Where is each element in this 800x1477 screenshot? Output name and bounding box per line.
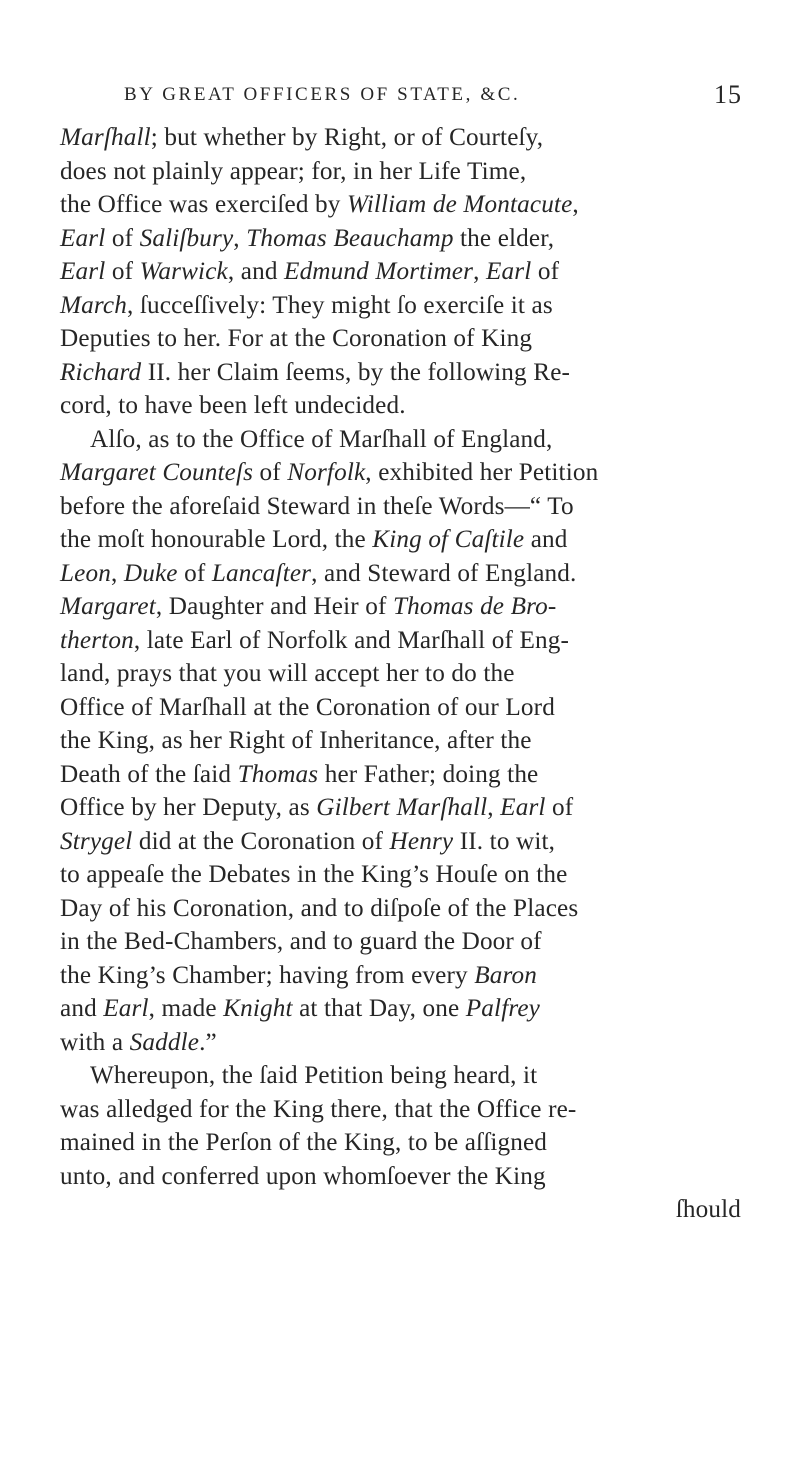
text-segment: Deputies to her. For at the Coronation of King [60, 325, 533, 352]
text-line [60, 590, 750, 624]
text-segment: did at the Coronation of [132, 827, 390, 855]
italic-text: Margaret [60, 593, 156, 620]
text-segment: the moſt honourable Lord, the [60, 526, 373, 553]
italic-text: Warwick [139, 258, 228, 285]
text-segment: , Daughter and Heir of [155, 593, 393, 620]
text-segment: of [105, 258, 140, 285]
text-line [60, 825, 750, 859]
italic-text: Thomas de Bro- [392, 593, 557, 620]
text-segment: , [572, 191, 579, 218]
text-segment: , [487, 794, 501, 821]
text-line [60, 758, 750, 792]
italic-text: Earl [60, 258, 106, 285]
italic-text: Lancaſter [211, 559, 312, 587]
text-line [60, 490, 750, 524]
text-line [60, 657, 750, 691]
text-segment: the elder, [453, 224, 555, 252]
italic-text: Gilbert Marſhall [316, 794, 488, 821]
italic-text: Earl [485, 258, 532, 285]
italic-text: Edmund Mortimer [284, 258, 474, 285]
page-number: 15 [714, 80, 742, 109]
text-segment: does not plainly appear; for, in her Life Time, [60, 157, 527, 185]
text-line [60, 423, 750, 457]
text-segment: before the aforeſaid Steward in theſe Words—“ To [60, 492, 574, 520]
catchword: ſhould [675, 1196, 741, 1223]
text-line [60, 1126, 750, 1160]
italic-text: Norfolk [287, 459, 366, 486]
text-segment: , exhibited her Petition [365, 459, 599, 486]
text-line [60, 1093, 750, 1127]
text-segment: to appeaſe the Debates in the King’s Houſe on the [60, 861, 568, 888]
text-segment: with a [60, 1028, 130, 1056]
text-line [60, 791, 750, 825]
italic-text: Leon [60, 559, 111, 587]
text-segment: II. her Claim ſeems, by the following Re- [141, 358, 571, 386]
italic-text: Thomas Beauchamp [246, 224, 454, 252]
body-text [60, 121, 750, 1227]
italic-text: Strygel [60, 827, 133, 855]
text-line [60, 289, 750, 323]
italic-text: Earl [500, 794, 546, 821]
text-line [60, 121, 750, 155]
text-segment: II. to wit, [453, 827, 556, 855]
text-segment: and [524, 526, 568, 553]
text-line [60, 1026, 750, 1060]
italic-text: Knight [223, 995, 293, 1022]
text-segment: .” [199, 1028, 217, 1056]
text-line [60, 557, 750, 591]
text-segment: , [233, 224, 247, 252]
text-line [60, 892, 750, 926]
text-segment: , ſucceſſively: They might ſo exerciſe it as [126, 291, 553, 319]
text-line [60, 255, 750, 289]
text-line [60, 724, 750, 758]
italic-text: King of Caſtile [372, 526, 525, 553]
running-header [124, 80, 742, 120]
text-segment: Whereupon, the ſaid Petition being heard, it [90, 1062, 538, 1089]
text-segment: Office of Marſhall at the Coronation of our Lord [60, 693, 555, 721]
italic-text: therton [60, 626, 134, 654]
text-segment: , [473, 258, 486, 285]
text-line [60, 925, 750, 959]
text-line [60, 691, 750, 725]
italic-text: Earl [103, 995, 149, 1022]
text-line [60, 1059, 750, 1093]
text-segment: the Office was exerciſed by [60, 191, 347, 218]
italic-text: Margaret Counteſs [60, 459, 254, 486]
text-line [60, 992, 750, 1026]
text-segment: and [60, 995, 104, 1022]
text-segment: of [177, 559, 212, 587]
text-segment: , made [148, 995, 224, 1022]
text-line [60, 155, 750, 189]
running-head: BY GREAT OFFICERS OF STATE, &C. [124, 84, 521, 105]
italic-text: Saddle [129, 1028, 200, 1056]
text-segment: ; but whether by Right, or of Courteſy, [150, 124, 544, 151]
text-segment: the King’s Chamber; having from every [60, 961, 475, 989]
text-segment: cord, to have been left undecided. [60, 392, 406, 419]
text-segment: Office by her Deputy, as [60, 794, 317, 821]
text-segment: Day of his Coronation, and to diſpoſe of the Places [60, 894, 579, 922]
italic-text: Baron [474, 961, 537, 989]
text-line [60, 456, 750, 490]
text-segment: the King, as her Right of Inheritance, after the [60, 727, 532, 754]
italic-text: Thomas [237, 760, 319, 788]
text-line [60, 1160, 750, 1194]
italic-text: Duke [123, 559, 178, 587]
text-segment: land, prays that you will accept her to do the [60, 660, 515, 687]
text-segment: , and Steward of England. [311, 559, 577, 587]
text-line [60, 322, 750, 356]
italic-text: Henry [389, 827, 454, 855]
text-segment: was alledged for the King there, that the Office re- [60, 1095, 577, 1123]
italic-text: Palfrey [465, 995, 541, 1022]
text-line [60, 188, 750, 222]
text-line [60, 356, 750, 390]
text-line [60, 624, 750, 658]
italic-text: March [60, 291, 127, 319]
text-segment: at that Day, one [292, 995, 466, 1022]
text-line [60, 959, 750, 993]
text-segment: of [531, 258, 560, 285]
text-line [60, 389, 750, 423]
italic-text: Earl [60, 224, 106, 252]
text-line [60, 523, 750, 557]
text-segment: of [253, 459, 288, 486]
text-segment: , late Earl of Norfolk and Marſhall of Eng- [133, 626, 570, 654]
text-segment: unto, and conferred upon whomſoever the King [60, 1162, 546, 1190]
text-segment: in the Bed-Chambers, and to guard the Door of [60, 928, 542, 955]
text-segment: her Father; doing the [318, 760, 539, 788]
italic-text: William de Montacute [346, 191, 573, 218]
text-segment: mained in the Perſon of the King, to be aſſigned [60, 1129, 548, 1156]
text-segment: Alſo, as to the Office of Marſhall of England, [90, 425, 553, 453]
italic-text: Saliſbury [139, 224, 234, 252]
text-segment: of [105, 224, 140, 252]
text-segment: , and [227, 258, 285, 285]
text-line [60, 858, 750, 892]
text-segment: , [110, 559, 124, 587]
text-segment: Death of the ſaid [60, 760, 238, 788]
italic-text: Richard [60, 358, 142, 386]
italic-text: Marſhall [60, 124, 151, 151]
text-line [60, 222, 750, 256]
text-segment: of [545, 794, 574, 821]
